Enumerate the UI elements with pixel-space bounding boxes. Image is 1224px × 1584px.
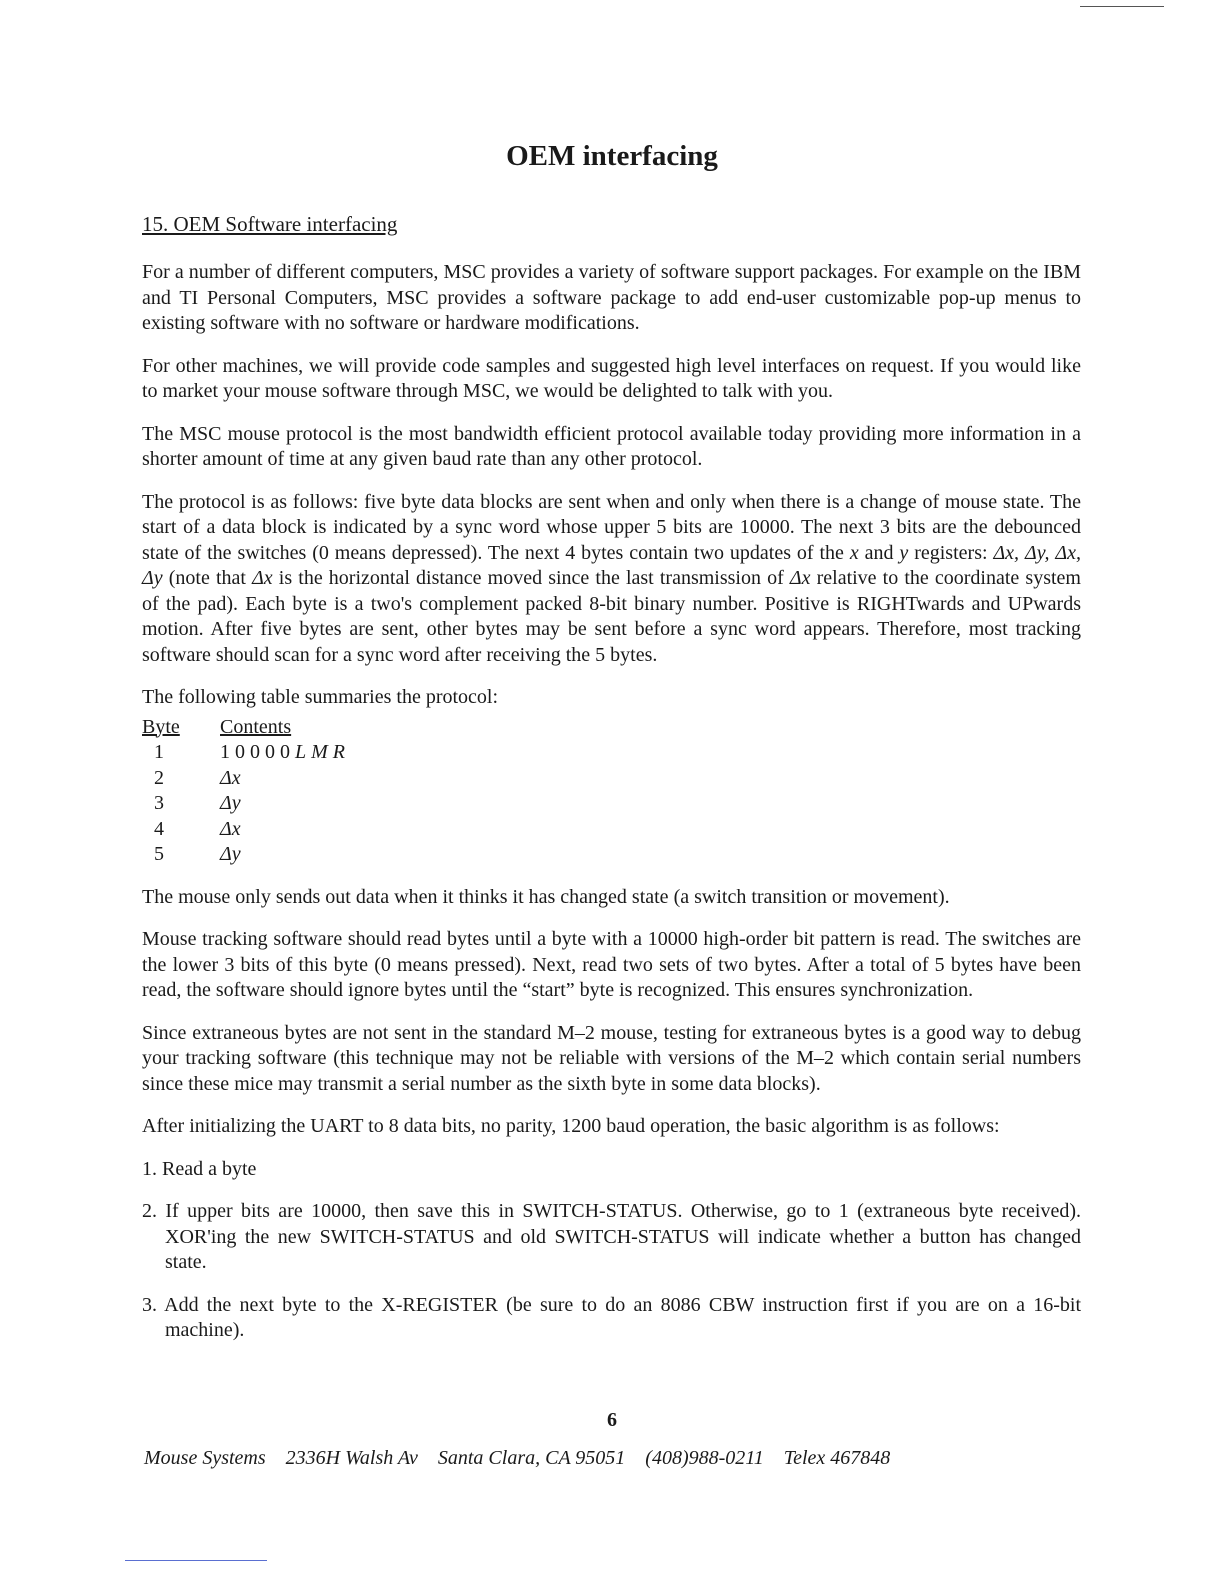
byte-number: 3 bbox=[154, 792, 164, 814]
section-heading: 15. OEM Software interfacing bbox=[142, 212, 398, 236]
protocol-table bbox=[142, 715, 350, 868]
protocol-text-5: is the horizontal distance moved since the last transmission of bbox=[272, 567, 790, 589]
list-item: 2. If upper bits are 10000, then save this in SWITCH-STATUS. Otherwise, go to 1 (extraneous byte received). XOR'ing the new SWITCH-STATUS and old SWITCH-STATUS will indicate whether a button has changed state. bbox=[142, 1200, 1081, 1273]
paragraph-extraneous-bytes: Since extraneous bytes are not sent in the standard M–2 mouse, testing for extraneous bytes is a good way to debug your tracking software (this technique may not be reliable with versions of the M–2 which contain serial numbers since these mice may transmit a serial number as the sixth byte in some data blocks). bbox=[142, 1021, 1081, 1095]
paragraph-other-machines: For other machines, we will provide code samples and suggested high level interfaces on request. If you would like to market your mouse software through MSC, we would be delighted to talk with you. bbox=[142, 354, 1081, 402]
byte-number: 5 bbox=[154, 843, 164, 865]
paragraph-bandwidth: The MSC mouse protocol is the most bandwidth efficient protocol available today providing more information in a shorter amount of time at any given baud rate than any other protocol. bbox=[142, 422, 1081, 470]
list-item: 1. Read a byte bbox=[142, 1157, 257, 1180]
protocol-text-1: The protocol is as follows: five byte data blocks are sent when and only when there is a change of mouse state. The start of a data block is indicated by a sync word whose upper 5 bits are 10000. The next 3 bits are the debounced state of the switches (0 means depressed). The next 4 bytes contain two updates of the bbox=[142, 490, 1081, 564]
delta-x-1: Δx bbox=[252, 567, 273, 589]
paragraph-tracking: Mouse tracking software should read bytes until a byte with a 10000 high-order bit pattern is read. The switches are the lower 3 bits of this byte (0 means pressed). Next, read two sets of two bytes. After a total of 5 bytes have been read, the software should ignore bytes until the “start” byte is recognized. This ensures synchronization. bbox=[142, 928, 1081, 1001]
protocol-text-4: (note that bbox=[162, 567, 253, 589]
byte-contents: Δx bbox=[220, 817, 241, 840]
body-text bbox=[142, 260, 1081, 1361]
header-contents: Contents bbox=[220, 715, 292, 738]
paragraph-state-change: The mouse only sends out data when it thinks it has changed state (a switch transition or movement). bbox=[142, 885, 950, 908]
page-number: 6 bbox=[607, 1409, 617, 1431]
var-x: x bbox=[849, 541, 859, 564]
table-row bbox=[142, 817, 350, 843]
table-row bbox=[142, 766, 350, 792]
paragraph-protocol-description bbox=[142, 490, 1081, 669]
protocol-text-6: relative to the coordinate system of the pad). Each byte is a two's complement packed 8-bit binary number. Positive is RIGHTwards and UPwards motion. After five bytes are sent, other bytes may be sent before a sync word appears. Therefore, most tracking software should scan for a sync word after receiving the 5 bytes. bbox=[142, 567, 1081, 666]
byte-contents: Δy bbox=[220, 843, 241, 865]
byte-contents bbox=[220, 740, 350, 766]
delta-sequence: Δx, Δy, Δx, Δy bbox=[142, 541, 1081, 589]
table-row bbox=[142, 842, 350, 868]
byte-contents: Δx bbox=[220, 766, 241, 789]
byte-contents: Δy bbox=[220, 792, 241, 814]
header-byte: Byte bbox=[142, 715, 180, 738]
var-y: y bbox=[899, 541, 909, 564]
paragraph-uart: After initializing the UART to 8 data bits, no parity, 1200 baud operation, the basic algorithm is as follows: bbox=[142, 1115, 1000, 1137]
protocol-text-2: and bbox=[858, 541, 900, 564]
top-rule bbox=[1080, 6, 1164, 7]
bottom-rule bbox=[125, 1560, 267, 1561]
table-row bbox=[142, 740, 350, 766]
byte-number: 1 bbox=[154, 741, 164, 763]
byte-number: 4 bbox=[154, 817, 164, 840]
footer-address: Mouse Systems 2336H Walsh Av Santa Clara, CA 95051 (408)988-0211 Telex 467848 bbox=[144, 1447, 891, 1469]
table-row bbox=[142, 791, 350, 817]
protocol-text-3: registers: bbox=[908, 541, 994, 564]
table-header-row bbox=[142, 715, 350, 741]
delta-x-2: Δx bbox=[789, 567, 811, 589]
switch-bits: LMR bbox=[295, 741, 350, 763]
algorithm-steps bbox=[142, 1157, 1081, 1344]
byte-number: 2 bbox=[154, 766, 164, 789]
page-title: OEM interfacing bbox=[506, 140, 718, 172]
paragraph-table-intro: The following table summaries the protocol: bbox=[142, 686, 499, 708]
list-item: 3. Add the next byte to the X-REGISTER (be sure to do an 8086 CBW instruction first if you are on a 16-bit machine). bbox=[142, 1293, 1081, 1341]
sync-bits: 10000 bbox=[220, 741, 295, 763]
paragraph-software-packages: For a number of different computers, MSC provides a variety of software support packages. For example on the IBM and TI Personal Computers, MSC provides a software package to add end-user customizable pop-up menus to existing software with no software or hardware modifications. bbox=[142, 261, 1081, 334]
